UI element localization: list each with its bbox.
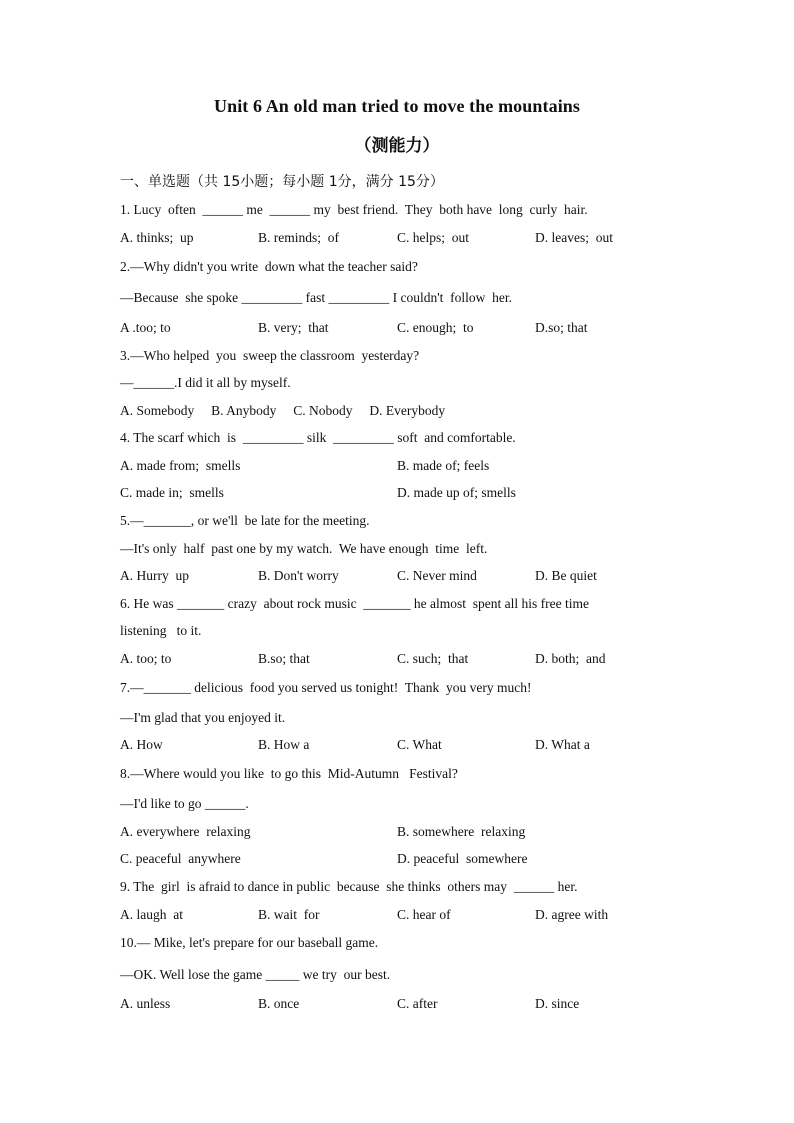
q1-option-d: D. leaves; out xyxy=(535,230,613,245)
q2-option-c: C. enough; to xyxy=(397,320,474,335)
question-7-stem: 7.—_______ delicious food you served us tonight! Thank you very much! xyxy=(120,680,532,695)
question-10-stem: 10.— Mike, let's prepare for our baseball game. xyxy=(120,935,379,950)
q9-option-c: C. hear of xyxy=(397,907,451,922)
page-subtitle: （测能力） xyxy=(354,136,440,156)
q9-option-b: B. wait for xyxy=(258,907,320,922)
question-8-stem-2: —I'd like to go ______. xyxy=(120,796,249,811)
question-5-stem-2: —It's only half past one by my watch. We have enough time left. xyxy=(120,541,488,556)
q6-option-b: B.so; that xyxy=(258,651,310,666)
q7-option-a: A. How xyxy=(120,737,163,752)
question-3-stem: 3.—Who helped you sweep the classroom yesterday? xyxy=(120,348,420,363)
q10-option-a: A. unless xyxy=(120,996,171,1011)
question-9-stem: 9. The girl is afraid to dance in public because she thinks others may ______ her. xyxy=(120,879,578,894)
q6-option-a: A. too; to xyxy=(120,651,172,666)
q6-option-d: D. both; and xyxy=(535,651,606,666)
question-2-stem: 2.—Why didn't you write down what the teacher said? xyxy=(120,259,418,274)
q10-option-d: D. since xyxy=(535,996,580,1011)
question-2-stem-2: —Because she spoke _________ fast _________ I couldn't follow her. xyxy=(120,290,512,305)
q7-option-d: D. What a xyxy=(535,737,590,752)
question-10-stem-2: —OK. Well lose the game _____ we try our best. xyxy=(120,967,391,982)
page-title: Unit 6 An old man tried to move the mountains xyxy=(213,96,581,116)
q8-option-a: A. everywhere relaxing xyxy=(120,824,251,839)
section-heading: 一、单选题（共 15小题；每小题 1分，满分 15分） xyxy=(120,174,444,190)
question-5-stem: 5.—_______, or we'll be late for the meeting. xyxy=(120,513,370,528)
q10-option-c: C. after xyxy=(397,996,438,1011)
q4-option-c: C. made in; smells xyxy=(120,485,224,500)
q10-option-b: B. once xyxy=(258,996,300,1011)
q4-option-d: D. made up of; smells xyxy=(397,485,516,500)
q1-option-a: A. thinks; up xyxy=(120,230,194,245)
q9-option-d: D. agree with xyxy=(535,907,609,922)
question-6-stem: 6. He was _______ crazy about rock music _______ he almost spent all his free time xyxy=(120,596,590,611)
q2-option-b: B. very; that xyxy=(258,320,329,335)
q5-option-c: C. Never mind xyxy=(397,568,477,583)
q8-option-d: D. peaceful somewhere xyxy=(397,851,528,866)
q7-option-c: C. What xyxy=(397,737,442,752)
q1-option-c: C. helps; out xyxy=(397,230,470,245)
question-8-stem: 8.—Where would you like to go this Mid-Autumn Festival? xyxy=(120,766,458,781)
question-3-stem-2: —______.I did it all by myself. xyxy=(120,375,291,390)
q8-option-c: C. peaceful anywhere xyxy=(120,851,241,866)
q6-option-c: C. such; that xyxy=(397,651,469,666)
q2-option-d: D.so; that xyxy=(535,320,588,335)
q5-option-a: A. Hurry up xyxy=(120,568,189,583)
q9-option-a: A. laugh at xyxy=(120,907,183,922)
q2-option-a: A .too; to xyxy=(120,320,171,335)
q7-option-b: B. How a xyxy=(258,737,310,752)
question-7-stem-2: —I'm glad that you enjoyed it. xyxy=(120,710,286,725)
q5-option-d: D. Be quiet xyxy=(535,568,597,583)
question-4-stem: 4. The scarf which is _________ silk _________ soft and comfortable. xyxy=(120,430,516,445)
q3-options: A. Somebody B. Anybody C. Nobody D. Everybody xyxy=(120,403,446,418)
question-6-stem-2: listening to it. xyxy=(120,623,202,638)
q4-option-b: B. made of; feels xyxy=(397,458,490,473)
q1-option-b: B. reminds; of xyxy=(258,230,339,245)
question-1-stem: 1. Lucy often ______ me ______ my best friend. They both have long curly hair. xyxy=(120,202,588,217)
q4-option-a: A. made from; smells xyxy=(120,458,241,473)
q5-option-b: B. Don't worry xyxy=(258,568,339,583)
q8-option-b: B. somewhere relaxing xyxy=(397,824,526,839)
